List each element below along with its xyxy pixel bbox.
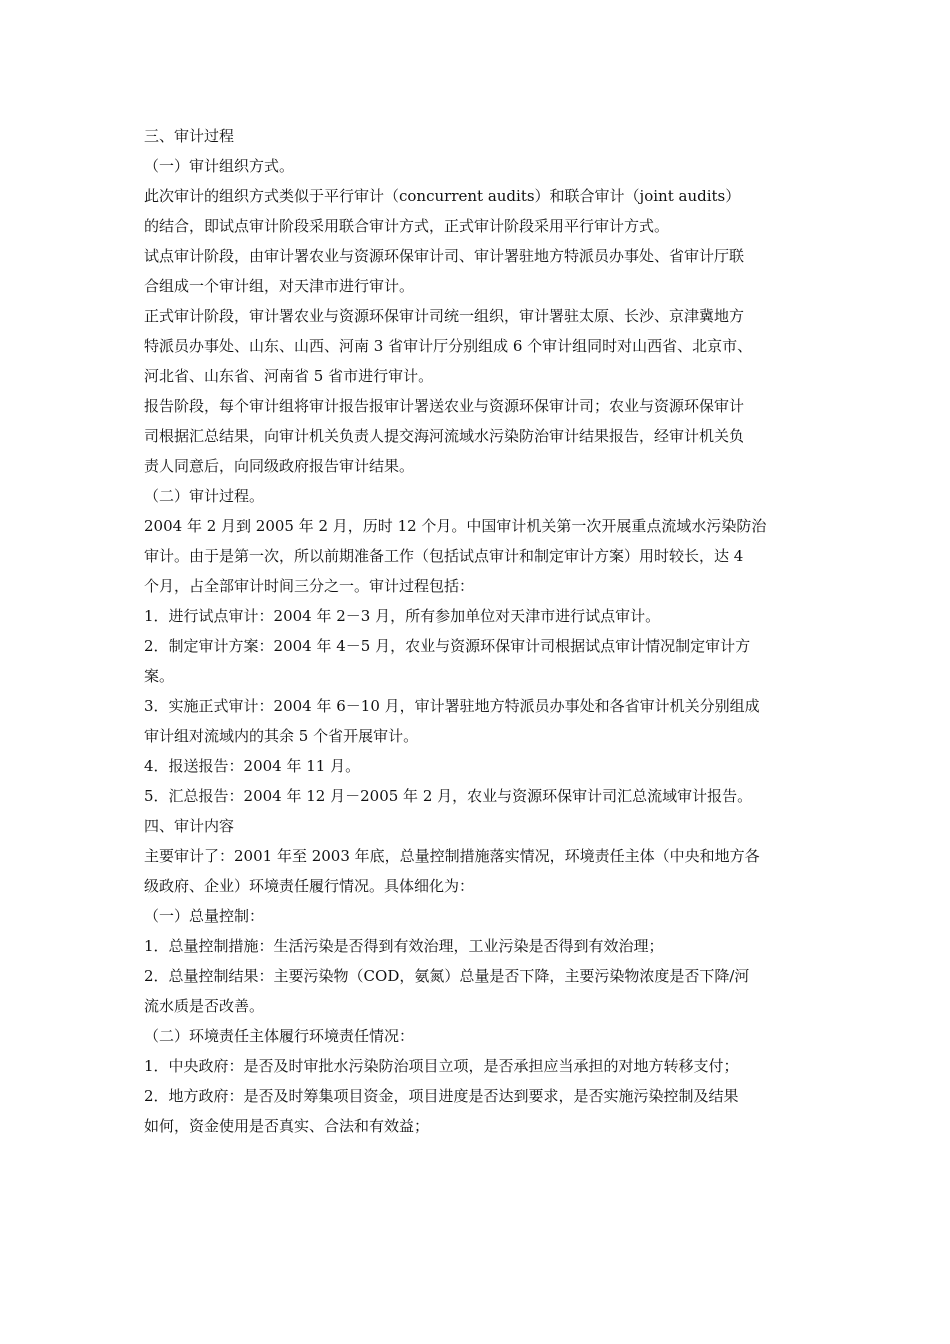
list-item: 4．报送报告：2004 年 11 月。 xyxy=(144,757,361,775)
paragraph-line: 审计。由于是第一次，所以前期准备工作（包括试点审计和制定审计方案）用时较长，达 4 xyxy=(144,547,744,565)
list-item-continuation: 案。 xyxy=(144,667,175,685)
list-item-continuation: 如何，资金使用是否真实、合法和有效益； xyxy=(144,1117,430,1135)
subsection-heading-process: （二）审计过程。 xyxy=(144,487,265,505)
list-item: 2．地方政府：是否及时筹集项目资金，项目进度是否达到要求，是否实施污染控制及结果 xyxy=(144,1087,739,1105)
paragraph-line: 2004 年 2 月到 2005 年 2 月，历时 12 个月。中国审计机关第一次开展重点流域水污染防治 xyxy=(144,517,767,535)
section-heading-audit-process: 三、审计过程 xyxy=(144,127,235,145)
paragraph-line: 的结合，即试点审计阶段采用联合审计方式，正式审计阶段采用平行审计方式。 xyxy=(144,217,670,235)
paragraph-line: 报告阶段，每个审计组将审计报告报审计署送农业与资源环保审计司；农业与资源环保审计 xyxy=(144,397,745,415)
list-item: 5．汇总报告：2004 年 12 月－2005 年 2 月，农业与资源环保审计司汇总流域审计报告。 xyxy=(144,787,753,805)
paragraph-line: 正式审计阶段，审计署农业与资源环保审计司统一组织，审计署驻太原、长沙、京津冀地方 xyxy=(144,307,745,325)
paragraph-line: 此次审计的组织方式类似于平行审计（concurrent audits）和联合审计（joint audits） xyxy=(144,187,741,205)
paragraph-line: 责人同意后，向同级政府报告审计结果。 xyxy=(144,457,415,475)
list-item-continuation: 流水质是否改善。 xyxy=(144,997,265,1015)
list-item: 1．总量控制措施：生活污染是否得到有效治理，工业污染是否得到有效治理； xyxy=(144,937,664,955)
paragraph-line: 个月，占全部审计时间三分之一。审计过程包括： xyxy=(144,577,475,595)
list-item: 1．中央政府：是否及时审批水污染防治项目立项，是否承担应当承担的对地方转移支付； xyxy=(144,1057,739,1075)
subsection-heading-organization: （一）审计组织方式。 xyxy=(144,157,295,175)
section-heading-audit-content: 四、审计内容 xyxy=(144,817,235,835)
list-item: 2．总量控制结果：主要污染物（COD，氨氮）总量是否下降，主要污染物浓度是否下降/河 xyxy=(144,967,750,985)
list-item-continuation: 审计组对流域内的其余 5 个省开展审计。 xyxy=(144,727,419,745)
paragraph-line: 主要审计了：2001 年至 2003 年底，总量控制措施落实情况，环境责任主体（中央和地方各 xyxy=(144,847,760,865)
paragraph-line: 河北省、山东省、河南省 5 省市进行审计。 xyxy=(144,367,434,385)
list-item: 3．实施正式审计：2004 年 6－10 月，审计署驻地方特派员办事处和各省审计机关分别组成 xyxy=(144,697,760,715)
subsection-heading-total-control: （一）总量控制： xyxy=(144,907,265,925)
document-body xyxy=(144,121,812,1141)
list-item: 1．进行试点审计：2004 年 2－3 月，所有参加单位对天津市进行试点审计。 xyxy=(144,607,661,625)
paragraph-line: 司根据汇总结果，向审计机关负责人提交海河流域水污染防治审计结果报告，经审计机关负 xyxy=(144,427,745,445)
paragraph-line: 特派员办事处、山东、山西、河南 3 省审计厅分别组成 6 个审计组同时对山西省、北京市、 xyxy=(144,337,753,355)
paragraph-line: 合组成一个审计组，对天津市进行审计。 xyxy=(144,277,415,295)
paragraph-line: 级政府、企业）环境责任履行情况。具体细化为： xyxy=(144,877,475,895)
list-item: 2．制定审计方案：2004 年 4－5 月，农业与资源环保审计司根据试点审计情况制定审计方 xyxy=(144,637,751,655)
subsection-heading-responsibility: （二）环境责任主体履行环境责任情况： xyxy=(144,1027,415,1045)
paragraph-line: 试点审计阶段，由审计署农业与资源环保审计司、审计署驻地方特派员办事处、省审计厅联 xyxy=(144,247,745,265)
